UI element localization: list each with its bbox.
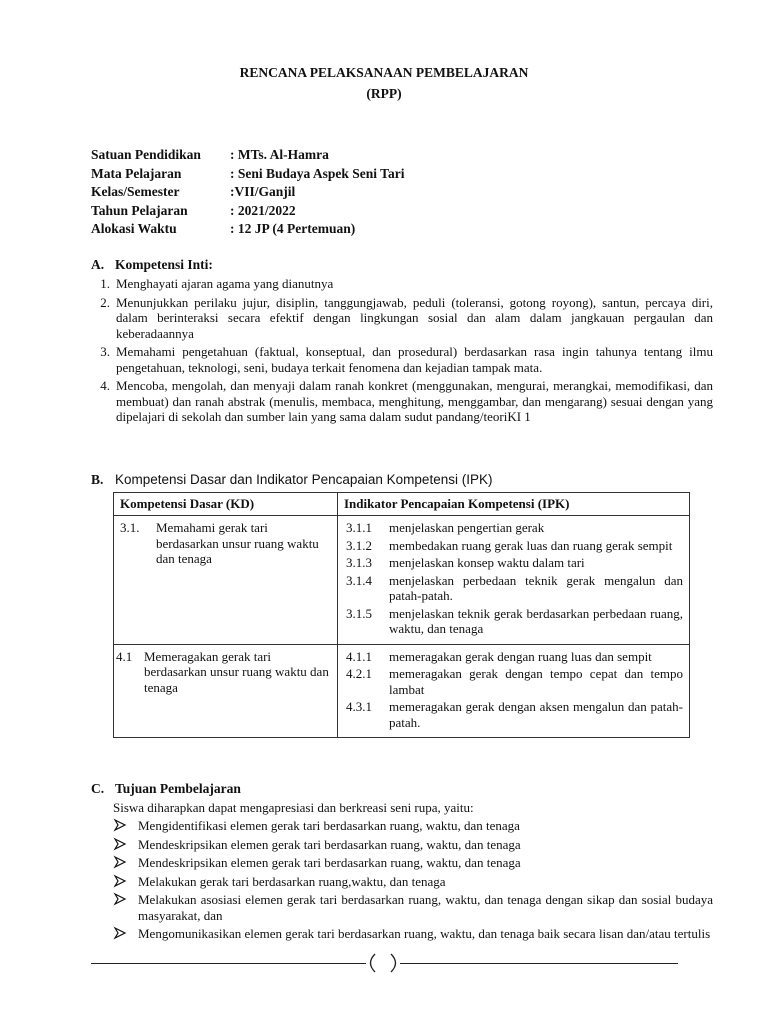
bullet-text: Mendeskripsikan elemen gerak tari berdasarkan ruang, waktu, dan tenaga bbox=[138, 836, 521, 852]
ipk-text: membedakan ruang gerak luas dan ruang gerak sempit bbox=[389, 537, 673, 553]
ipk-text: memeragakan gerak dengan tempo cepat dan tempo lambat bbox=[389, 666, 683, 697]
ipk-number: 3.1.2 bbox=[346, 537, 372, 553]
ipk-text: menjelaskan pengertian gerak bbox=[389, 520, 545, 535]
ipk-item bbox=[344, 573, 683, 604]
identity-label: Satuan Pendidikan bbox=[91, 147, 201, 162]
item-number: 3. bbox=[100, 344, 110, 359]
identity-block bbox=[91, 146, 404, 239]
ipk-item bbox=[344, 666, 683, 697]
document-subtitle: (RPP) bbox=[366, 86, 402, 101]
item-text: Menghayati ajaran agama yang dianutnya bbox=[116, 276, 334, 291]
list-item bbox=[113, 818, 713, 834]
section-b-heading bbox=[91, 472, 492, 488]
section-letter: B. bbox=[91, 472, 104, 487]
kd-text: Memahami gerak tari berdasarkan unsur ruang waktu dan tenaga bbox=[156, 520, 319, 566]
ipk-number: 3.1.3 bbox=[346, 555, 372, 570]
kd-entry bbox=[116, 648, 333, 696]
column-header-ipk: Indikator Pencapaian Kompetensi (IPK) bbox=[338, 493, 690, 516]
ipk-cell bbox=[338, 516, 690, 645]
ipk-text: menjelaskan teknik gerak berdasarkan perbedaan ruang, waktu, dan tenaga bbox=[389, 605, 683, 636]
identity-value: : 12 JP (4 Pertemuan) bbox=[230, 221, 356, 236]
ipk-number: 4.1.1 bbox=[346, 648, 372, 664]
arrow-bullet-icon bbox=[113, 855, 127, 869]
arrow-bullet-icon bbox=[113, 874, 127, 888]
ipk-text: memeragakan gerak dengan aksen mengalun dan patah-patah. bbox=[389, 699, 683, 730]
tujuan-list bbox=[113, 818, 713, 945]
section-a-heading bbox=[91, 257, 213, 273]
table-row bbox=[114, 644, 690, 738]
list-item bbox=[113, 837, 713, 853]
list-item bbox=[91, 295, 713, 342]
table-header-row bbox=[114, 493, 690, 516]
ipk-number: 4.2.1 bbox=[346, 666, 372, 681]
kd-ipk-table bbox=[113, 492, 690, 738]
section-title: Tujuan Pembelajaran bbox=[115, 781, 241, 796]
ipk-item bbox=[344, 520, 683, 536]
table-row bbox=[114, 516, 690, 645]
section-c-heading bbox=[91, 781, 241, 797]
list-item bbox=[113, 855, 713, 871]
kd-text: Memeragakan gerak tari berdasarkan unsur ruang waktu dan tenaga bbox=[144, 648, 329, 695]
kompetensi-inti-list bbox=[91, 276, 713, 428]
document-title: RENCANA PELAKSANAAN PEMBELAJARAN bbox=[239, 65, 529, 80]
item-number: 4. bbox=[100, 378, 110, 393]
tujuan-intro: Siswa diharapkan dapat mengapresiasi dan berkreasi seni rupa, yaitu: bbox=[113, 800, 474, 815]
item-number: 2. bbox=[100, 294, 110, 310]
section-title: Kompetensi Dasar dan Indikator Pencapaian Kompetensi (IPK) bbox=[115, 472, 493, 487]
section-letter: A. bbox=[91, 257, 105, 272]
arrow-bullet-icon bbox=[113, 892, 127, 906]
kd-entry bbox=[120, 520, 333, 567]
footer-divider-right bbox=[400, 963, 678, 964]
kd-number: 4.1 bbox=[116, 648, 133, 664]
identity-value: : 2021/2022 bbox=[230, 202, 296, 218]
footer-divider-left bbox=[91, 963, 366, 964]
identity-label: Mata Pelajaran bbox=[91, 165, 182, 181]
ipk-text: menjelaskan konsep waktu dalam tari bbox=[389, 555, 585, 570]
list-item bbox=[91, 378, 713, 425]
ipk-item bbox=[344, 606, 683, 637]
identity-row bbox=[91, 202, 404, 221]
identity-label: Alokasi Waktu bbox=[91, 221, 177, 236]
item-text: Memahami pengetahuan (faktual, konseptual, dan prosedural) berdasarkan rasa ingin tahunya tentang ilmu pengetahuan, teknologi, seni, budaya terkait fenomena dan kejadian tampak mata. bbox=[116, 344, 713, 375]
ipk-number: 4.3.1 bbox=[346, 699, 372, 714]
ipk-number: 3.1.5 bbox=[346, 605, 372, 621]
kd-cell bbox=[114, 644, 338, 738]
bullet-text: Melakukan gerak tari berdasarkan ruang,waktu, dan tenaga bbox=[138, 873, 446, 889]
arrow-bullet-icon bbox=[113, 837, 127, 851]
section-title: Kompetensi Inti: bbox=[115, 257, 213, 272]
arrow-bullet-icon bbox=[113, 818, 127, 832]
ipk-item bbox=[344, 699, 683, 730]
arrow-bullet-icon bbox=[113, 926, 127, 940]
list-item bbox=[91, 344, 713, 375]
ipk-text: memeragakan gerak dengan ruang luas dan sempit bbox=[389, 648, 652, 664]
list-item bbox=[113, 874, 713, 890]
item-number: 1. bbox=[100, 276, 110, 291]
identity-row bbox=[91, 220, 404, 239]
identity-value: :VII/Ganjil bbox=[230, 184, 296, 199]
bullet-text: Mendeskripsikan elemen gerak tari berdasarkan ruang, waktu, dan tenaga bbox=[138, 855, 521, 870]
ipk-item bbox=[344, 555, 683, 571]
identity-row bbox=[91, 183, 404, 202]
ipk-number: 3.1.4 bbox=[346, 572, 372, 588]
list-item bbox=[113, 892, 713, 923]
bullet-text: Melakukan asosiasi elemen gerak tari berdasarkan ruang, waktu, dan tenaga dengan sikap dan sosial budaya masyarakat, dan bbox=[138, 892, 713, 923]
ipk-cell bbox=[338, 644, 690, 738]
item-text: Mencoba, mengolah, dan menyaji dalam ranah konkret (menggunakan, mengurai, merangkai, memodifikasi, dan membuat) dan ranah abstrak (menulis, membaca, menghitung, menggambar, dan mengarang) sesuai dengan yang dipelajari di sekolah dan sumber lain yang sama dalam sudut pandang/teoriKI 1 bbox=[116, 378, 713, 424]
column-header-kd: Kompetensi Dasar (KD) bbox=[114, 493, 338, 516]
ipk-text: menjelaskan perbedaan teknik gerak mengalun dan patah-patah. bbox=[389, 572, 683, 603]
identity-label: Tahun Pelajaran bbox=[91, 202, 188, 218]
identity-row bbox=[91, 165, 404, 184]
bullet-text: Mengomunikasikan elemen gerak tari berdasarkan ruang, waktu, dan tenaga baik secara lisan dan/atau tertulis bbox=[138, 926, 711, 941]
list-item bbox=[113, 926, 713, 942]
identity-value: : Seni Budaya Aspek Seni Tari bbox=[230, 165, 405, 181]
ipk-item bbox=[344, 649, 683, 665]
identity-row bbox=[91, 146, 404, 165]
identity-value: : MTs. Al-Hamra bbox=[230, 147, 329, 162]
list-item bbox=[91, 276, 713, 292]
bullet-text: Mengidentifikasi elemen gerak tari berdasarkan ruang, waktu, dan tenaga bbox=[138, 818, 520, 833]
kd-number: 3.1. bbox=[120, 520, 140, 535]
kd-cell bbox=[114, 516, 338, 645]
section-letter: C. bbox=[91, 781, 105, 796]
identity-label: Kelas/Semester bbox=[91, 184, 180, 199]
ipk-number: 3.1.1 bbox=[346, 520, 372, 535]
page-ornament-icon bbox=[363, 952, 403, 974]
ipk-item bbox=[344, 538, 683, 554]
item-text: Menunjukkan perilaku jujur, disiplin, tanggungjawab, peduli (toleransi, gotong royong), santun, percaya diri, dalam berinteraksi secara efektif dengan lingkungan sosial dan alam dalam jangkauan pergaulan dan keberadaannya bbox=[116, 294, 713, 341]
